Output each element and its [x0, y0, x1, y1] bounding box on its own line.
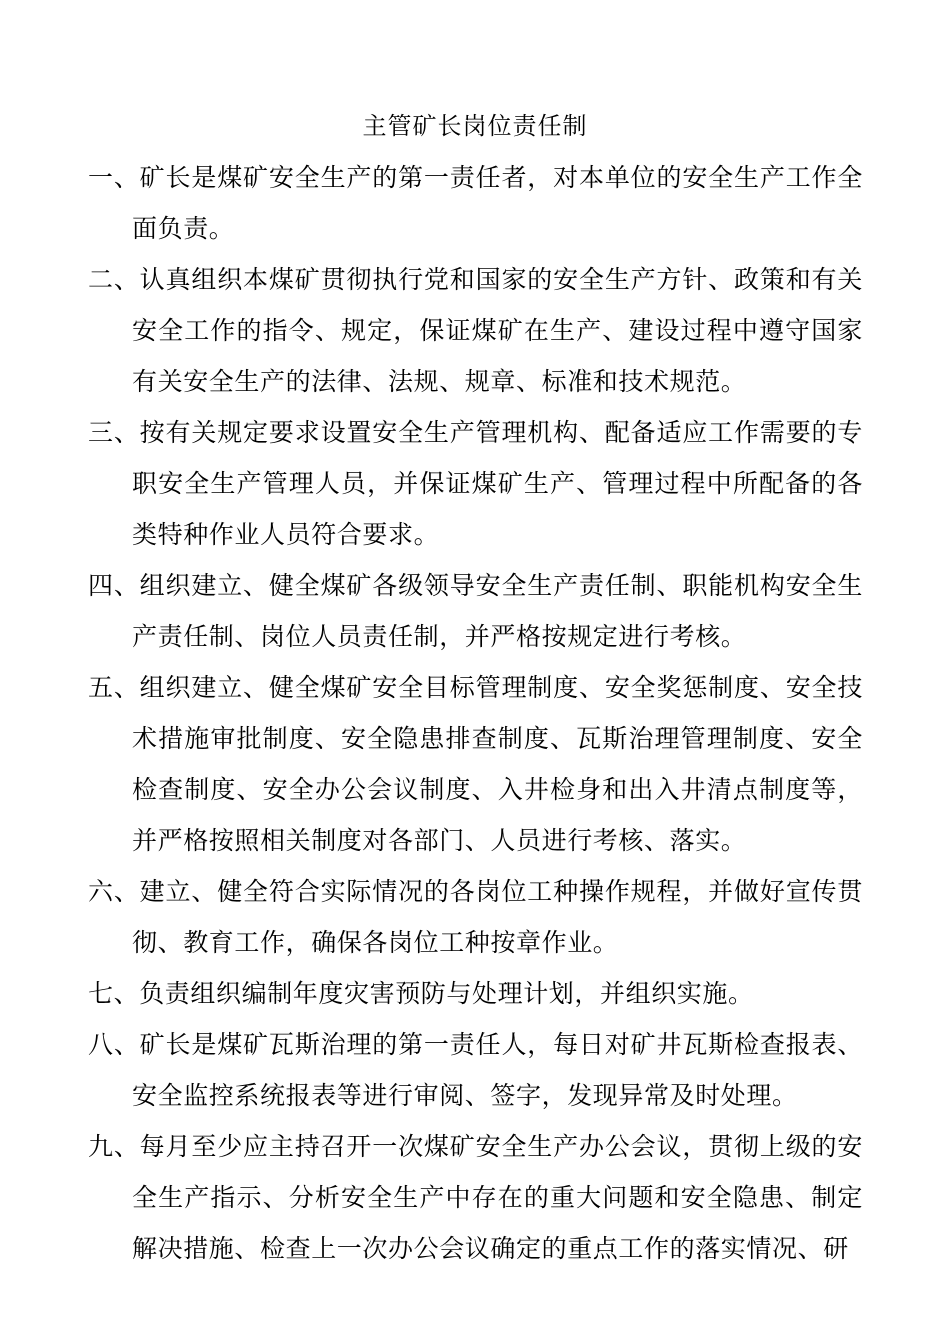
list-item: 七、负责组织编制年度灾害预防与处理计划，并组织实施。 — [88, 979, 754, 1008]
list-item: 一、矿长是煤矿安全生产的第一责任者，对本单位的安全生产工作全面负责。 — [88, 163, 863, 243]
list-item: 五、组织建立、健全煤矿安全目标管理制度、安全奖惩制度、安全技术措施审批制度、安全隐患排查制度、瓦斯治理管理制度、安全检查制度、安全办公会议制度、入井检身和出入井清点制度等，并严格按照相关制度对各部门、人员进行考核、落实。 — [88, 673, 863, 855]
responsibility-list — [88, 152, 863, 1274]
list-item: 四、组织建立、健全煤矿各级领导安全生产责任制、职能机构安全生产责任制、岗位人员责任制，并严格按规定进行考核。 — [88, 571, 863, 651]
list-item: 二、认真组织本煤矿贯彻执行党和国家的安全生产方针、政策和有关安全工作的指令、规定，保证煤矿在生产、建设过程中遵守国家有关安全生产的法律、法规、规章、标准和技术规范。 — [88, 265, 863, 396]
list-item: 三、按有关规定要求设置安全生产管理机构、配备适应工作需要的专职安全生产管理人员，并保证煤矿生产、管理过程中所配备的各类特种作业人员符合要求。 — [88, 418, 863, 549]
list-item: 九、每月至少应主持召开一次煤矿安全生产办公会议，贯彻上级的安全生产指示、分析安全生产中存在的重大问题和安全隐患、制定解决措施、检查上一次办公会议确定的重点工作的落实情况、研 — [88, 1132, 863, 1263]
document-title: 主管矿长岗位责任制 — [362, 112, 588, 140]
list-item: 六、建立、健全符合实际情况的各岗位工种操作规程，并做好宣传贯彻、教育工作，确保各岗位工种按章作业。 — [88, 877, 863, 957]
list-item: 八、矿长是煤矿瓦斯治理的第一责任人，每日对矿井瓦斯检查报表、安全监控系统报表等进行审阅、签字，发现异常及时处理。 — [88, 1030, 863, 1110]
